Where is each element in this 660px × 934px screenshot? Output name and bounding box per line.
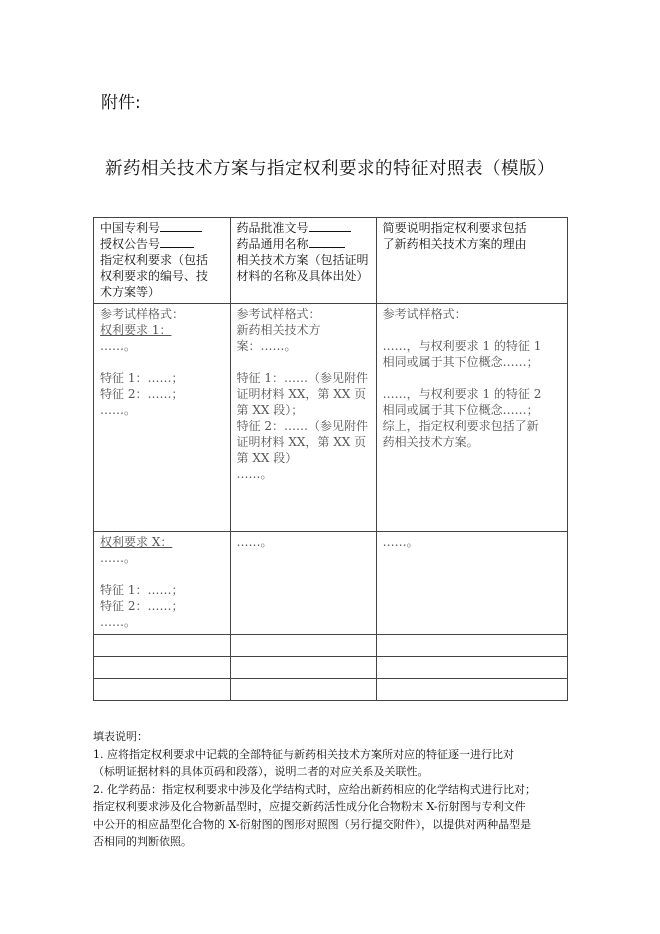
generic-name-blank[interactable] <box>309 236 345 248</box>
header-col1-line4: 权利要求的编号、技 <box>100 269 209 283</box>
header-col1-line5: 术方案等） <box>100 285 161 299</box>
patent-number-label: 中国专利号 <box>100 221 161 235</box>
notes-line: 否相同的判断依照。 <box>93 835 192 848</box>
header-col2-line4: 材料的名称及具体出处） <box>236 269 369 283</box>
notes-line: 指定权利要求涉及化合物新晶型时，应提交新药活性成分化合物粉末 X-衍射图与专利文件 <box>93 800 526 813</box>
table-row <box>94 304 568 532</box>
row1-technical-cell: 参考试样格式： 新药相关技术方 案：……。 特征 1：……（参见附件 证明材料 XX，第 XX 页 第 XX 段）； 特征 2：……（参见附件 证明材料 XX，第 XX 页 第 XX 段） ……。 <box>230 304 376 532</box>
row2-technical-cell: ……。 <box>230 532 376 635</box>
attachment-label: 附件: <box>101 93 141 113</box>
comparison-table <box>93 217 568 701</box>
notes-line: 中公开的相应晶型化合物的 X-衍射图的图形对照图（另行提交附件），以提供对两种晶型是 <box>93 817 532 831</box>
document-title: 新药相关技术方案与指定权利要求的特征对照表（模版） <box>105 159 555 179</box>
header-col2-line3: 相关技术方案（包括证明 <box>236 253 369 267</box>
filling-instructions <box>93 728 573 851</box>
row2-claim-cell: 权利要求 X： ……。 特征 1：……； 特征 2：……； ……。 <box>94 532 231 635</box>
header-patent-cell <box>94 218 231 304</box>
table-row <box>94 657 568 679</box>
row2-reason-cell: ……。 <box>376 532 567 635</box>
table-header-row <box>94 218 568 304</box>
notes-heading: 填表说明： <box>93 730 148 743</box>
notes-line: 2. 化学药品：指定权利要求中涉及化学结构式时，应给出新药相应的化学结构式进行比对； <box>93 782 536 796</box>
grant-pub-label: 授权公告号 <box>100 237 161 251</box>
generic-name-label: 药品通用名称 <box>236 237 309 251</box>
header-drug-cell <box>230 218 376 304</box>
notes-line: （标明证据材料的具体页码和段落），说明二者的对应关系及关联性。 <box>93 765 429 778</box>
header-reason-cell <box>376 218 567 304</box>
table-row <box>94 532 568 635</box>
patent-number-blank[interactable] <box>160 220 202 232</box>
header-col1-line3: 指定权利要求（包括 <box>100 253 209 267</box>
approval-number-blank[interactable] <box>309 220 351 232</box>
header-col3-line2: 了新药相关技术方案的理由 <box>382 237 527 251</box>
grant-pub-blank[interactable] <box>160 236 194 248</box>
row1-reason-cell: 参考试样格式： ……，与权利要求 1 的特征 1 相同或属于其下位概念……； ……，与权利要求 1 的特征 2 相同或属于其下位概念……； 综上，指定权利要求包括了新 药相关技术方案。 <box>376 304 567 532</box>
table-row <box>94 635 568 657</box>
table-row <box>94 679 568 701</box>
header-col3-line1: 简要说明指定权利要求包括 <box>382 221 527 235</box>
approval-number-label: 药品批准文号 <box>236 221 309 235</box>
row1-claim-cell: 参考试样格式： 权利要求 1： ……。 特征 1：……； 特征 2：……； ……。 <box>94 304 231 532</box>
notes-line: 1. 应将指定权利要求中记载的全部特征与新药相关技术方案所对应的特征逐一进行比对 <box>93 747 514 761</box>
